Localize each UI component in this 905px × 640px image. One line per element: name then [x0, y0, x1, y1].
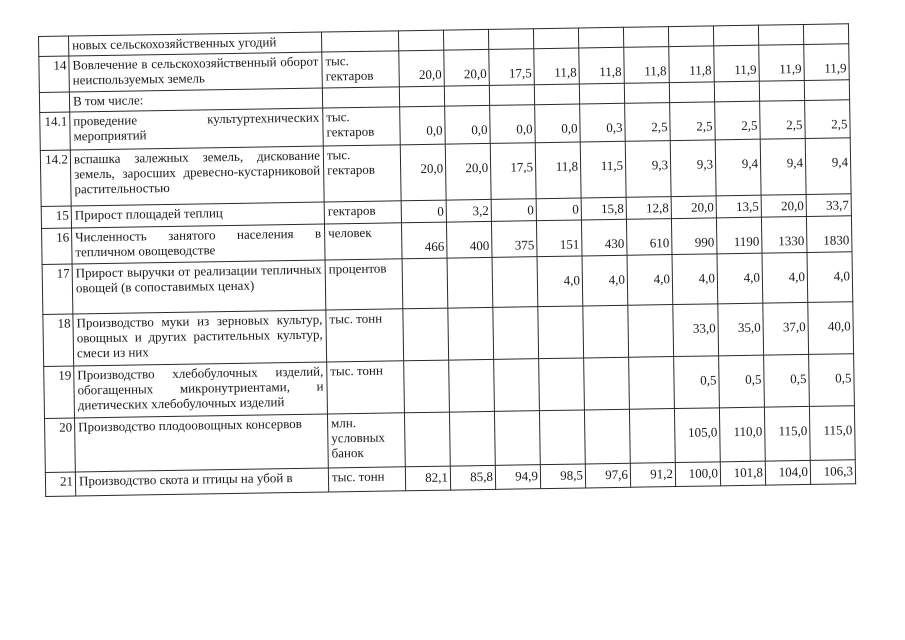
value-cell: 0,0: [535, 104, 581, 143]
value-cell: [444, 85, 489, 106]
value-cell: 9,4: [760, 138, 806, 195]
indicator-name: новых сельскохозяйственных угодий: [69, 32, 322, 56]
value-cell: 20,0: [761, 194, 806, 217]
value-cell: [713, 25, 758, 46]
value-cell: 35,0: [718, 303, 764, 356]
value-cell: [668, 26, 713, 47]
value-cell: 2,5: [805, 100, 851, 139]
indicator-name: Производство скота и птицы на убой в: [75, 468, 328, 496]
value-cell: [578, 27, 623, 48]
value-cell: 400: [446, 221, 492, 258]
value-cell: 20,0: [399, 50, 445, 87]
value-cell: [448, 307, 494, 360]
value-cell: 20,0: [400, 144, 446, 201]
value-cell: 17,5: [490, 143, 536, 200]
value-cell: [583, 305, 629, 358]
value-cell: 11,8: [534, 48, 580, 85]
value-cell: 2,5: [670, 102, 716, 141]
row-number: 14: [39, 56, 70, 92]
value-cell: 11,9: [714, 45, 760, 82]
value-cell: 0,3: [580, 103, 626, 142]
value-cell: [533, 28, 578, 49]
indicator-name: Производство хлебобулочных изделий, обогащенных микронутриентами, и диетических хлебобулочных изделий: [74, 362, 328, 418]
value-cell: 115,0: [764, 406, 810, 461]
value-cell: [494, 359, 540, 412]
value-cell: [629, 409, 675, 464]
unit-of-measure: гектаров: [324, 201, 401, 224]
value-cell: 11,8: [579, 47, 625, 84]
unit-of-measure: человек: [324, 223, 402, 260]
value-cell: [669, 82, 714, 103]
value-cell: 0: [491, 199, 536, 222]
value-cell: [404, 360, 450, 413]
row-number: 16: [42, 228, 73, 264]
value-cell: 4,0: [582, 255, 628, 306]
indicators-table: [38, 23, 856, 497]
indicator-name: Производство муки из зерновых культур, овощных и других растительных культур, смеси из них: [73, 310, 327, 366]
value-cell: [449, 411, 495, 466]
value-cell: 106,3: [810, 460, 855, 485]
value-cell: 11,9: [804, 44, 850, 81]
value-cell: [758, 24, 803, 45]
value-cell: 20,0: [671, 196, 716, 219]
value-cell: [539, 410, 585, 465]
value-cell: 3,2: [446, 199, 491, 222]
unit-of-measure: тыс. тонн: [327, 361, 405, 414]
row-number: 14.1: [40, 112, 71, 150]
value-cell: 0: [536, 198, 581, 221]
value-cell: 33,0: [673, 304, 719, 357]
value-cell: [449, 359, 495, 412]
value-cell: [494, 411, 540, 466]
value-cell: 100,0: [675, 462, 720, 487]
row-number: 14.2: [40, 150, 71, 206]
value-cell: [404, 412, 450, 467]
value-cell: 0,5: [719, 355, 765, 408]
unit-of-measure: тыс. гектаров: [323, 107, 401, 146]
value-cell: 4,0: [672, 254, 718, 305]
unit-of-measure: млн. условных банок: [327, 413, 405, 468]
value-cell: 0,0: [490, 105, 536, 144]
value-cell: 1830: [806, 216, 852, 253]
indicator-name: проведение культуртехнических мероприятий: [70, 108, 324, 150]
value-cell: 9,4: [715, 139, 761, 196]
value-cell: 85,8: [450, 465, 495, 490]
value-cell: [538, 306, 584, 359]
value-cell: [402, 258, 448, 309]
unit-of-measure: [321, 31, 398, 52]
value-cell: 9,3: [625, 141, 671, 198]
value-cell: [623, 27, 668, 48]
indicator-name: Вовлечение в сельскохозяйственный оборот неиспользуемых земель: [69, 52, 323, 92]
value-cell: 151: [536, 220, 582, 257]
value-cell: 990: [671, 218, 717, 255]
value-cell: 94,9: [495, 465, 540, 490]
value-cell: 17,5: [489, 49, 535, 86]
value-cell: 2,5: [715, 101, 761, 140]
table-body: [39, 24, 856, 497]
value-cell: [629, 357, 675, 410]
value-cell: 20,0: [444, 49, 490, 86]
value-cell: 4,0: [717, 253, 763, 304]
value-cell: 0,0: [400, 106, 446, 145]
value-cell: 11,9: [759, 44, 805, 81]
value-cell: [628, 305, 674, 358]
value-cell: 11,8: [535, 142, 581, 199]
unit-of-measure: тыс. гектаров: [322, 51, 400, 88]
value-cell: 105,0: [674, 408, 720, 463]
value-cell: 110,0: [719, 407, 765, 462]
value-cell: [492, 257, 538, 308]
value-cell: [493, 307, 539, 360]
value-cell: 0,5: [809, 354, 855, 407]
row-number: 19: [44, 366, 75, 418]
value-cell: 9,4: [805, 138, 851, 195]
value-cell: [534, 84, 579, 105]
value-cell: [443, 29, 488, 50]
value-cell: 375: [491, 221, 537, 258]
value-cell: [539, 358, 585, 411]
value-cell: 4,0: [537, 256, 583, 307]
value-cell: 0: [401, 200, 446, 223]
value-cell: 1330: [761, 216, 807, 253]
value-cell: 12,8: [626, 197, 671, 220]
row-number: 20: [45, 418, 76, 472]
value-cell: 0,5: [764, 354, 810, 407]
unit-of-measure: тыс. тонн: [328, 467, 405, 492]
value-cell: 0,0: [445, 105, 491, 144]
value-cell: [398, 30, 443, 51]
indicator-name: Прирост площадей теплиц: [71, 202, 324, 228]
value-cell: [399, 86, 444, 107]
value-cell: 37,0: [763, 302, 809, 355]
value-cell: 97,6: [585, 463, 630, 488]
row-number: 17: [42, 264, 73, 314]
value-cell: [447, 257, 493, 308]
value-cell: [488, 29, 533, 50]
value-cell: 15,8: [581, 197, 626, 220]
value-cell: 115,0: [809, 406, 855, 461]
unit-of-measure: тыс. тонн: [326, 309, 404, 362]
value-cell: 4,0: [627, 255, 673, 306]
indicator-name: Численность занятого населения в тепличном овощеводстве: [72, 224, 326, 264]
value-cell: 11,8: [624, 47, 670, 84]
unit-of-measure: процентов: [325, 259, 403, 310]
value-cell: [759, 80, 804, 101]
value-cell: 1190: [716, 217, 762, 254]
value-cell: 4,0: [762, 252, 808, 303]
unit-of-measure: тыс. гектаров: [323, 145, 401, 202]
value-cell: 20,0: [445, 143, 491, 200]
row-number: 15: [41, 206, 71, 228]
value-cell: 13,5: [716, 195, 761, 218]
value-cell: 104,0: [765, 460, 810, 485]
indicator-name: Прирост выручки от реализации тепличных овощей (в сопоставимых ценах): [72, 260, 326, 314]
value-cell: [403, 308, 449, 361]
value-cell: [584, 409, 630, 464]
value-cell: 11,5: [580, 141, 626, 198]
value-cell: [804, 80, 849, 101]
value-cell: 40,0: [808, 302, 854, 355]
value-cell: 430: [581, 219, 627, 256]
value-cell: 33,7: [806, 194, 851, 217]
row-number: [39, 92, 69, 112]
value-cell: 101,8: [720, 461, 765, 486]
value-cell: 0,5: [674, 356, 720, 409]
value-cell: 11,8: [669, 46, 715, 83]
value-cell: [579, 83, 624, 104]
unit-of-measure: [322, 87, 399, 108]
value-cell: 82,1: [405, 466, 450, 491]
value-cell: 610: [626, 219, 672, 256]
value-cell: 4,0: [807, 252, 853, 303]
value-cell: 466: [401, 222, 447, 259]
row-number: 21: [45, 472, 75, 496]
indicator-name: Производство плодоовощных консервов: [75, 414, 329, 472]
value-cell: 91,2: [630, 463, 675, 488]
value-cell: [803, 24, 848, 45]
value-cell: [584, 357, 630, 410]
indicator-name: вспашка залежных земель, дискование земель, заросших древесно-кустарниковой растительностью: [70, 146, 324, 206]
row-number: [39, 36, 69, 56]
value-cell: [624, 83, 669, 104]
value-cell: 9,3: [670, 140, 716, 197]
value-cell: 2,5: [760, 100, 806, 139]
row-number: 18: [43, 314, 74, 366]
value-cell: 98,5: [540, 464, 585, 489]
value-cell: [714, 81, 759, 102]
indicator-name: В том числе:: [69, 88, 322, 112]
table-wrapper: [38, 23, 856, 497]
value-cell: [489, 85, 534, 106]
value-cell: 2,5: [625, 103, 671, 142]
